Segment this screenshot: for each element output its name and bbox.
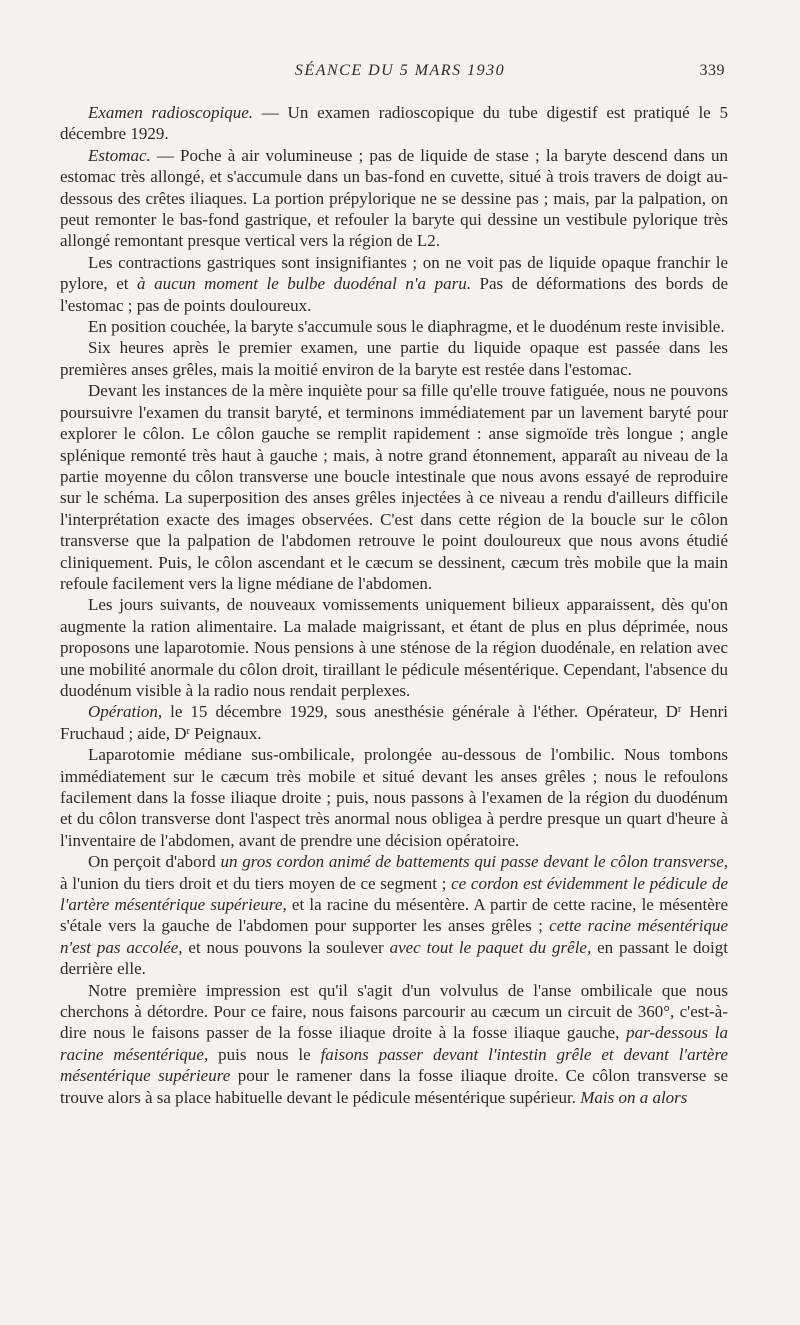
page-number: 339 (699, 62, 725, 79)
italic-text: Mais on a alors (580, 1087, 688, 1107)
text-run: Pas de déformations des bords de l'estomac ; pas de points douloureux. (60, 274, 729, 315)
paragraph (60, 744, 728, 851)
superscript-text: r (677, 704, 682, 716)
italic-text: à aucun moment le bulbe duodénal n'a paru. (137, 274, 471, 294)
paragraph (60, 701, 728, 744)
running-header (0, 62, 800, 84)
text-run: et la racine du mésentère. A partir de cette racine, le mésentère s'étale vers la gauche de l'abdomen pour supporter les anses grêles ; (60, 895, 728, 936)
italic-text: par-dessous la racine mésentérique, (60, 1023, 728, 1064)
paragraph (60, 980, 728, 1108)
text-run: et nous pouvons la soulever (182, 937, 390, 957)
text-run: On perçoit d'abord (88, 852, 221, 872)
running-title: SÉANCE DU 5 MARS 1930 (294, 62, 506, 79)
paragraph (60, 337, 728, 380)
text-run: en passant le doigt derrière elle. (60, 937, 729, 979)
italic-text: cette racine mésentérique n'est pas accolée, (60, 916, 728, 957)
italic-text: Estomac. (88, 145, 151, 165)
text-run: Six heures après le premier examen, une partie du liquide opaque est passée dans les premières anses grêles, mais la moitié environ de la baryte est restée dans l'estomac. (60, 338, 728, 379)
text-run: — Poche à air volumineuse ; pas de liquide de stase ; la baryte descend dans un estomac très allongé, et s'accumule dans un bas-fond en cuvette, situé à trois travers de doigt au-dessous des crêtes iliaques. La portion prépylorique ne se dessine pas ; mais, par la palpation, on peut remonter le bas-fond gastrique, et refouler la baryte qui dessine un vestibule pylorique très allongé remontant presque vertical vers la région de L2. (60, 145, 728, 251)
paragraph (60, 252, 728, 316)
italic-text: un gros cordon animé de battements qui passe devant le côlon transverse, (220, 852, 728, 872)
text-run: Les jours suivants, de nouveaux vomissements uniquement bilieux apparaissent, dès qu'on augmente la ration alimentaire. La malade maigrissant, et étant de plus en plus déprimée, nous proposons une laparotomie. Nous pensions à une sténose de la région duodénale, en relation avec une mobilité anormale du côlon droit, tiraillant le pédicule mésentérique. Cependant, l'absence du duodénum visible à la radio nous rendait perplexes. (60, 595, 728, 700)
text-run: Peignaux. (189, 723, 262, 743)
text-run: Laparotomie médiane sus-ombilicale, prolongée au-dessous de l'ombilic. Nous tombons immédiatement sur le cæcum très mobile et situé devant les anses grêles ; nous le refoulons facilement dans la fosse iliaque droite ; puis, nous passons à l'examen de la région du duodénum et du côlon transverse dont l'aspect très anormal nous obligea à perdre presque un quart d'heure à l'inventaire de l'abdomen, avant de prendre une décision opératoire. (60, 745, 728, 850)
text-run: — Un examen radioscopique du tube digestif est pratiqué le 5 décembre 1929. (60, 103, 728, 144)
paragraph (60, 380, 728, 594)
text-run: à l'union du tiers droit et du tiers moyen de ce segment ; (60, 873, 452, 893)
text-run: Notre première impression est qu'il s'agit d'un volvulus de l'anse ombilicale que nous cherchons à détordre. Pour ce faire, nous faisons parcourir au cæcum un circuit de 360°, c'est-à-dire nous le faisons passer de la fosse iliaque droite à la fosse iliaque gauche, (60, 980, 728, 1043)
text-run: puis nous le (208, 1044, 321, 1064)
paragraph (60, 594, 728, 701)
italic-text: Examen radioscopique. (88, 103, 254, 122)
paragraph (60, 851, 728, 979)
superscript-text: r (186, 725, 190, 737)
text-run: Devant les instances de la mère inquiète pour sa fille qu'elle trouve fatiguée, nous ne pouvons poursuivre l'examen du transit baryté, et terminons immédiatement par un lavement baryté pour explorer le côlon. Le côlon gauche se remplit rapidement : anse sigmoïde très longue ; angle splénique remonté très haut à gauche ; mais, à notre grand étonnement, apparaît au niveau de la partie moyenne du côlon transverse une boucle intestinale que nous avons essayé de reproduire sur le schéma. La superposition des anses grêles injectées à ce niveau a rendu d'ailleurs difficile l'interprétation exacte des images observées. C'est dans cette région de la boucle sur le côlon transverse que la palpation de l'abdomen retrouve le point douloureux que nous avons étudié cliniquement. Puis, le côlon ascendant et le cæcum se dessinent, cæcum très mobile que la main refoule facilement vers la ligne médiane de l'abdomen. (60, 381, 728, 593)
italic-text: Opération, (88, 702, 163, 722)
italic-text: faisons passer devant l'intestin grêle et devant l'artère mésentérique supérieure (60, 1044, 728, 1086)
italic-text: ce cordon est évidemment le pédicule de l'artère mésentérique supérieure, (60, 873, 728, 915)
paragraph (60, 102, 728, 145)
paragraph (60, 145, 728, 252)
text-run: le 15 décembre 1929, sous anesthésie générale à l'éther. Opérateur, D (162, 702, 678, 722)
italic-text: avec tout le paquet du grêle, (389, 937, 592, 957)
paragraph (60, 316, 728, 337)
text-run: pour le ramener dans la fosse iliaque droite. Ce côlon transverse se trouve alors à sa place habituelle devant le pédicule mésentérique supérieur. (60, 1066, 728, 1107)
text-run: En position couchée, la baryte s'accumule sous le diaphragme, et le duodénum reste invisible. (88, 317, 725, 337)
body-text (60, 102, 728, 1108)
text-run: Henri Fruchaud ; aide, D (60, 702, 728, 743)
text-run: Les contractions gastriques sont insignifiantes ; on ne voit pas de liquide opaque franchir le pylore, et (60, 252, 728, 294)
